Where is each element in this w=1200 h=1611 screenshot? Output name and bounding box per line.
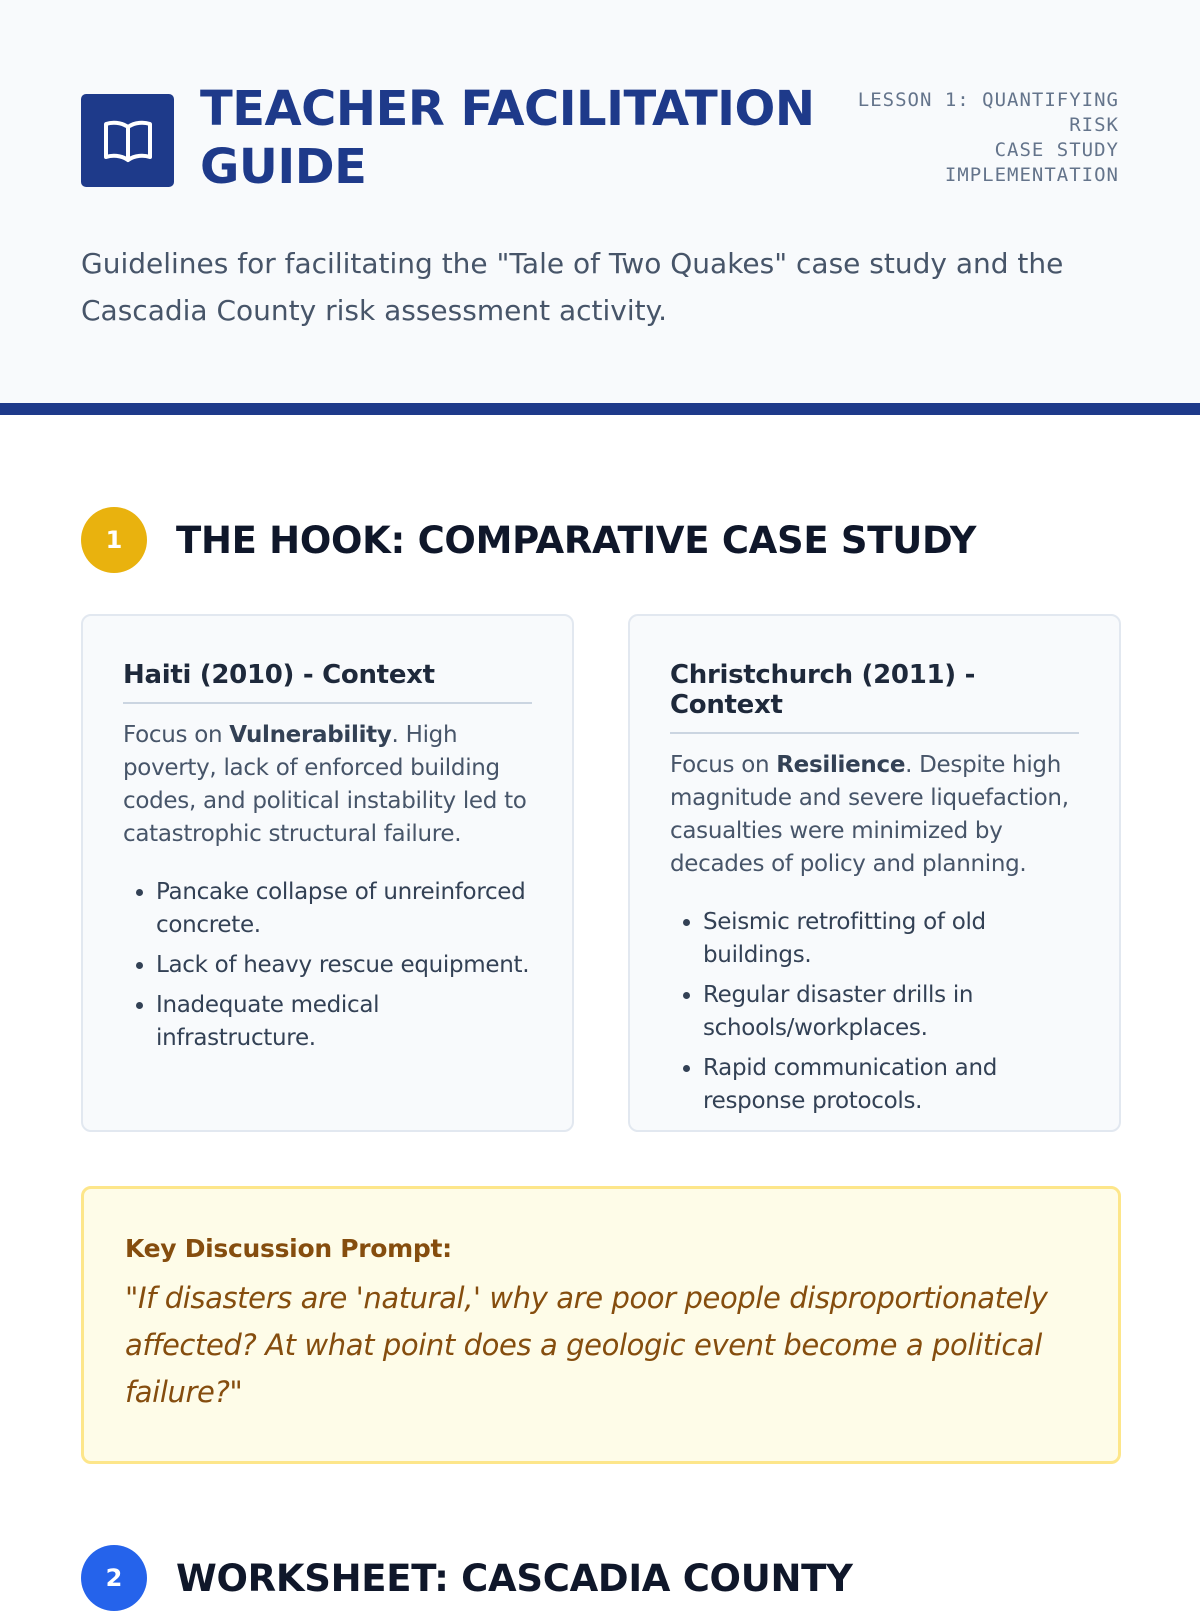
prompt-quote: "If disasters are 'natural,' why are poor people disproportionately affected? At what point does a geologic event become a political failure?" (125, 1281, 1048, 1409)
prompt-label: Key Discussion Prompt: (125, 1234, 452, 1263)
step-number-badge: 1 (81, 507, 147, 573)
meta-line: CASE STUDY (994, 139, 1119, 161)
open-book-icon (102, 119, 154, 163)
meta-line: LESSON 1: QUANTIFYING (857, 89, 1119, 111)
section-2-heading (81, 1545, 853, 1611)
section-title: THE HOOK: COMPARATIVE CASE STUDY (176, 518, 977, 562)
logo-badge (81, 94, 174, 187)
focus-term: Resilience (776, 752, 906, 778)
list-item: • Pancake collapse of unreinforced concrete. (156, 876, 532, 942)
lesson-meta (799, 88, 1119, 188)
focus-term: Vulnerability (229, 722, 392, 748)
case-card-christchurch (628, 614, 1121, 1132)
bullet-list (123, 876, 532, 1055)
discussion-prompt-box (81, 1186, 1121, 1464)
list-item: • Regular disaster drills in schools/workplaces. (703, 979, 1079, 1045)
meta-line: IMPLEMENTATION (944, 164, 1119, 186)
case-card-haiti (81, 614, 574, 1132)
list-item: • Inadequate medical infrastructure. (156, 989, 532, 1055)
guide-header (0, 0, 1200, 415)
bullet-list (670, 906, 1079, 1118)
card-description: Focus on Vulnerability. High poverty, lack of enforced building codes, and political instability led to catastrophic structural failure. (123, 722, 527, 847)
section-1-heading (81, 507, 976, 573)
step-number-badge: 2 (81, 1545, 147, 1611)
page-title: TEACHER FACILITATION GUIDE (200, 81, 815, 195)
list-item: • Seismic retrofitting of old buildings. (703, 906, 1079, 972)
card-title: Haiti (2010) - Context (123, 660, 532, 704)
section-title: WORKSHEET: CASCADIA COUNTY (176, 1556, 853, 1600)
list-item: • Rapid communication and response protocols. (703, 1052, 1079, 1118)
meta-line: RISK (1069, 114, 1119, 136)
list-item: • Lack of heavy rescue equipment. (156, 949, 532, 982)
card-title: Christchurch (2011) - Context (670, 660, 1079, 734)
card-description: Focus on Resilience. Despite high magnitude and severe liquefaction, casualties were minimized by decades of policy and planning. (670, 752, 1069, 877)
page-subtitle: Guidelines for facilitating the "Tale of Two Quakes" case study and the Cascadia County risk assessment activity. (81, 247, 1064, 327)
